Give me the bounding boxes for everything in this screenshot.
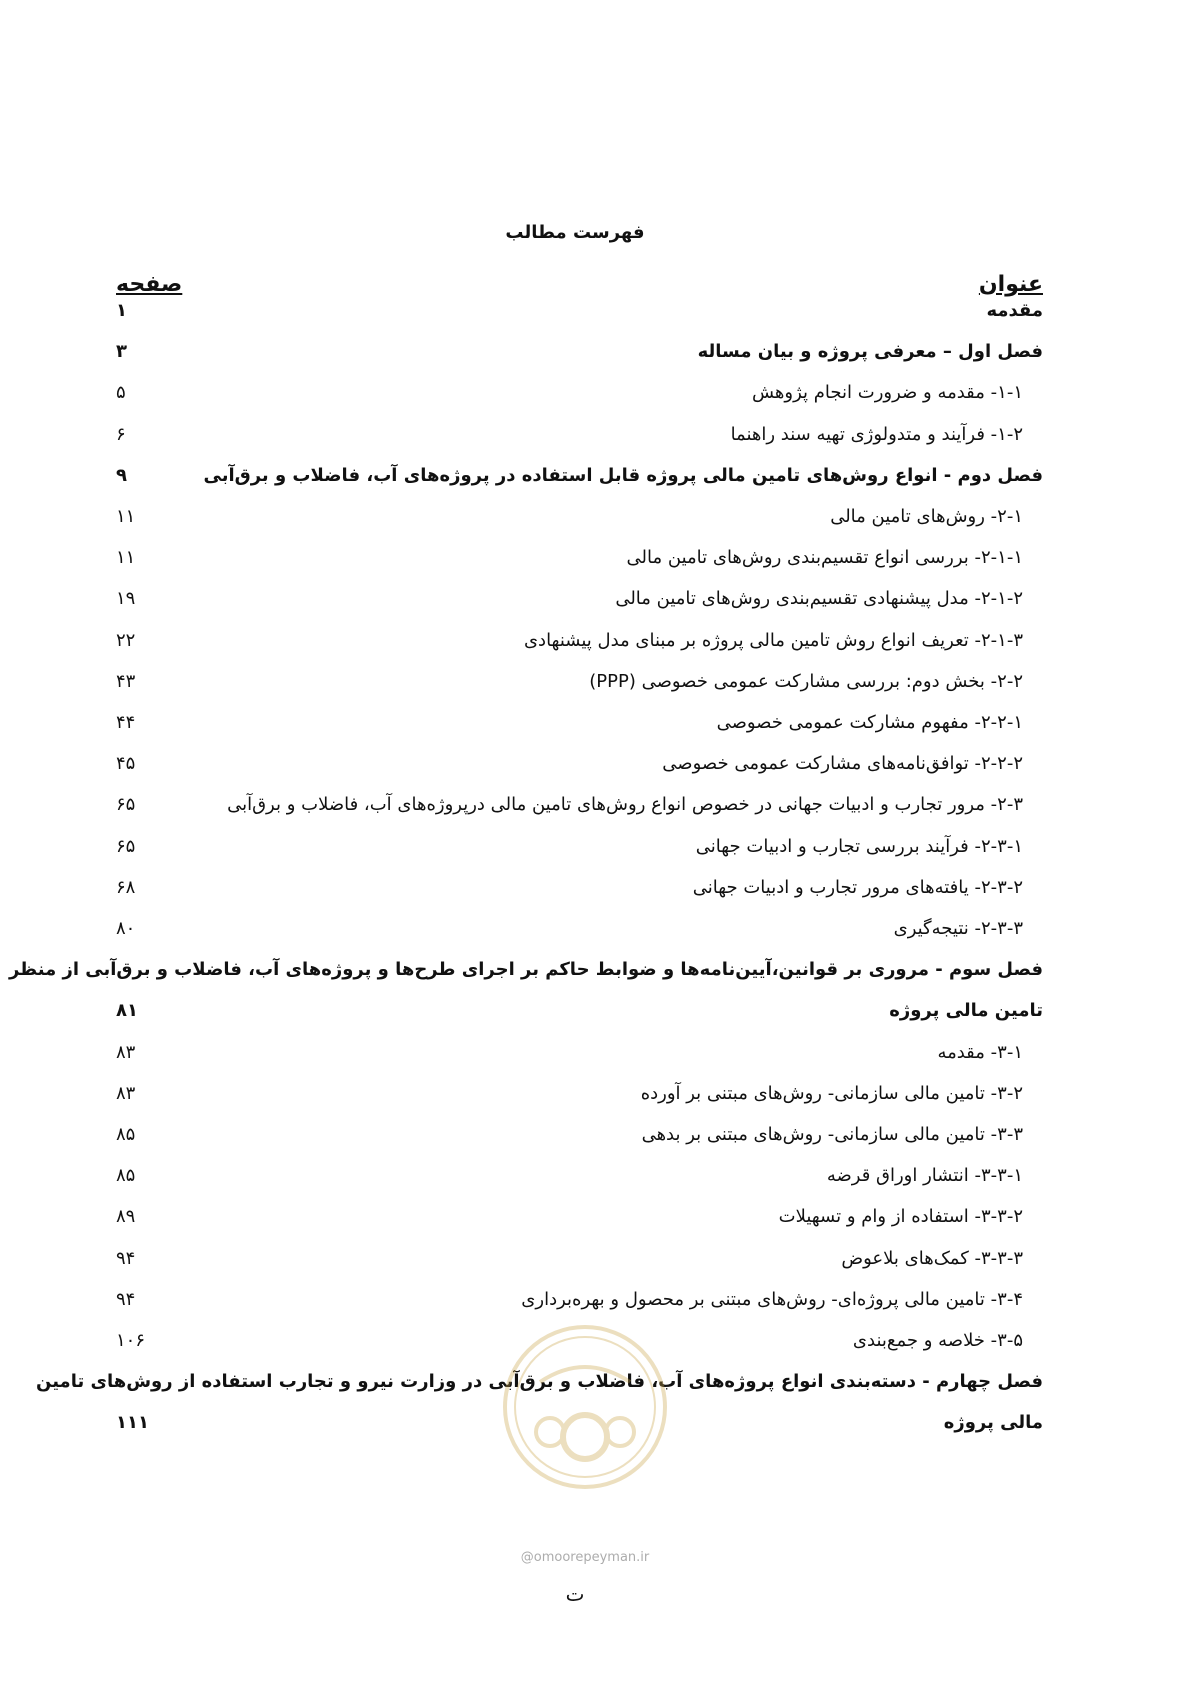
toc-entry: [0, 790, 1191, 820]
toc-entry-page: ۸۰: [116, 918, 136, 939]
watermark-text: @omoorepeyman.ir: [520, 1550, 650, 1565]
toc-entry-page: ۲۲: [116, 630, 136, 651]
toc-entry-page: ۹۴: [116, 1248, 136, 1269]
toc-entry-page: ۸۵: [116, 1165, 136, 1186]
toc-entry-title: ۲-۳- مرور تجارب و ادبیات جهانی در خصوص انواع روش‌های تامین مالی درپروژه‌های آب، فاضلاب و برق‌آبی: [227, 794, 1023, 815]
toc-entry: [0, 378, 1191, 408]
toc-entry: [0, 1120, 1191, 1150]
toc-entry-page: ۴۵: [116, 753, 136, 774]
toc-entry: [0, 832, 1191, 862]
toc-entry-page: ۸۳: [116, 1083, 136, 1104]
toc-entry-title: ۲-۱-۱- بررسی انواع تقسیم‌بندی روش‌های تامین مالی: [626, 547, 1023, 568]
toc-entry-title: ۱-۱- مقدمه و ضرورت انجام پژوهش: [751, 382, 1023, 403]
toc-entry-title: ۳-۱- مقدمه: [937, 1042, 1023, 1063]
toc-entry-title: ۳-۴- تامین مالی پروژه‌ای- روش‌های مبتنی بر محصول و بهره‌برداری: [521, 1289, 1023, 1310]
toc-entry: [0, 296, 1191, 326]
toc-entry-title: ۱-۲- فرآیند و متدولوژی تهیه سند راهنما: [730, 424, 1023, 445]
toc-entry-title: ۲-۲-۱- مفهوم مشارکت عمومی خصوصی: [716, 712, 1023, 733]
toc-entry-title: ۲-۱-۳- تعریف انواع روش تامین مالی پروژه بر مبنای مدل پیشنهادی: [523, 630, 1023, 651]
toc-entry-page: ۴۴: [116, 712, 136, 733]
toc-entry-page: ۱۹: [116, 588, 136, 609]
toc-entry: [0, 1038, 1191, 1068]
toc-entry-page: ۹: [116, 465, 127, 486]
toc-entry-page: ۸۵: [116, 1124, 136, 1145]
toc-entry: [0, 626, 1191, 656]
toc-entry-title: ۲-۳-۲- یافته‌های مرور تجارب و ادبیات جهانی: [692, 877, 1023, 898]
toc-entry: [0, 1161, 1191, 1191]
toc-entry-title: ۲-۱- روش‌های تامین مالی: [830, 506, 1023, 527]
page-column-header: صفحه: [116, 272, 183, 297]
page-number: ت: [565, 1582, 585, 1606]
toc-entry: [0, 1244, 1191, 1274]
toc-entry-page: ۸۱: [116, 1000, 138, 1021]
toc-entry-title: ۳-۳-۳- کمک‌های بلاعوض: [841, 1248, 1023, 1269]
toc-entry-title: ۳-۵- خلاصه و جمع‌بندی: [852, 1330, 1023, 1351]
toc-entry-title: فصل اول – معرفی پروژه و بیان مساله: [697, 341, 1043, 362]
toc-entry-page: ۶۵: [116, 836, 136, 857]
toc-entry: [0, 543, 1191, 573]
toc-entry: [0, 584, 1191, 614]
toc-entry: [0, 1202, 1191, 1232]
toc-entry-page: ۴۳: [116, 671, 136, 692]
toc-entry-page: ۸۳: [116, 1042, 136, 1063]
toc-entry-title: مالی پروژه: [943, 1412, 1043, 1433]
toc-entry-page: ۳: [116, 341, 127, 362]
toc-entry: [0, 1079, 1191, 1109]
toc-entry: [0, 749, 1191, 779]
toc-entry-page: ۶: [116, 424, 126, 445]
toc-entry-title: فصل دوم - انواع روش‌های تامین مالی پروژه قابل استفاده در پروژه‌های آب، فاضلاب و برق‌آبی: [203, 465, 1043, 486]
toc-entry-title: فصل سوم - مروری بر قوانین،آیین‌نامه‌ها و ضوابط حاکم بر اجرای طرح‌ها و پروژه‌های آب، فاضلاب و برق‌آبی از منظر: [8, 959, 1043, 980]
toc-entry-page: ۱۱۱: [116, 1412, 149, 1433]
toc-entry-title: ۳-۳-۱- انتشار اوراق قرضه: [826, 1165, 1023, 1186]
toc-entry-title: ۲-۲- بخش دوم: بررسی مشارکت عمومی خصوصی (PPP): [589, 671, 1023, 692]
toc-entry-title: ۲-۲-۲- توافق‌نامه‌های مشارکت عمومی خصوصی: [662, 753, 1023, 774]
page-title: فهرست مطالب: [505, 222, 645, 243]
toc-entry-page: ۱۰۶: [116, 1330, 146, 1351]
toc-entry: [0, 461, 1191, 491]
toc-entry-title: ۳-۳- تامین مالی سازمانی- روش‌های مبتنی بر بدهی: [641, 1124, 1023, 1145]
toc-entry: [0, 337, 1191, 367]
toc-entry-title: فصل چهارم - دسته‌بندی انواع پروژه‌های آب، فاضلاب و برق‌آبی در وزارت نیرو و تجارب استفاده از روش‌های تامین: [36, 1371, 1043, 1392]
toc-entry-title: ۳-۳-۲- استفاده از وام و تسهیلات: [778, 1206, 1023, 1227]
toc-entry-page: ۱۱: [116, 506, 136, 527]
toc-entry-title: ۲-۳-۳- نتیجه‌گیری: [893, 918, 1023, 939]
toc-entry: [0, 1285, 1191, 1315]
toc-entry-title: ۳-۲- تامین مالی سازمانی- روش‌های مبتنی بر آورده: [640, 1083, 1023, 1104]
toc-entry: [0, 420, 1191, 450]
toc-entry-title: تامین مالی پروژه: [889, 1000, 1043, 1021]
toc-entry-title: ۲-۱-۲- مدل پیشنهادی تقسیم‌بندی روش‌های تامین مالی: [615, 588, 1023, 609]
toc-entry-title: مقدمه: [986, 300, 1043, 321]
title-column-header: عنوان: [978, 272, 1043, 297]
toc-entry-page: ۶۵: [116, 794, 136, 815]
toc-entry: [0, 502, 1191, 532]
toc-entry-page: ۱۱: [116, 547, 136, 568]
toc-entry: [0, 914, 1191, 944]
toc-entry: [0, 996, 1191, 1026]
toc-entry-page: ۵: [116, 382, 126, 403]
toc-entry-page: ۹۴: [116, 1289, 136, 1310]
toc-entry: [0, 955, 1191, 985]
toc-entry: [0, 708, 1191, 738]
toc-entry-title: ۲-۳-۱- فرآیند بررسی تجارب و ادبیات جهانی: [695, 836, 1023, 857]
toc-entry-page: ۸۹: [116, 1206, 136, 1227]
toc-entry-page: ۶۸: [116, 877, 136, 898]
toc-entry: [0, 667, 1191, 697]
toc-entry: [0, 873, 1191, 903]
toc-entry-page: ۱: [116, 300, 127, 321]
watermark-logo-icon: [500, 1322, 670, 1492]
